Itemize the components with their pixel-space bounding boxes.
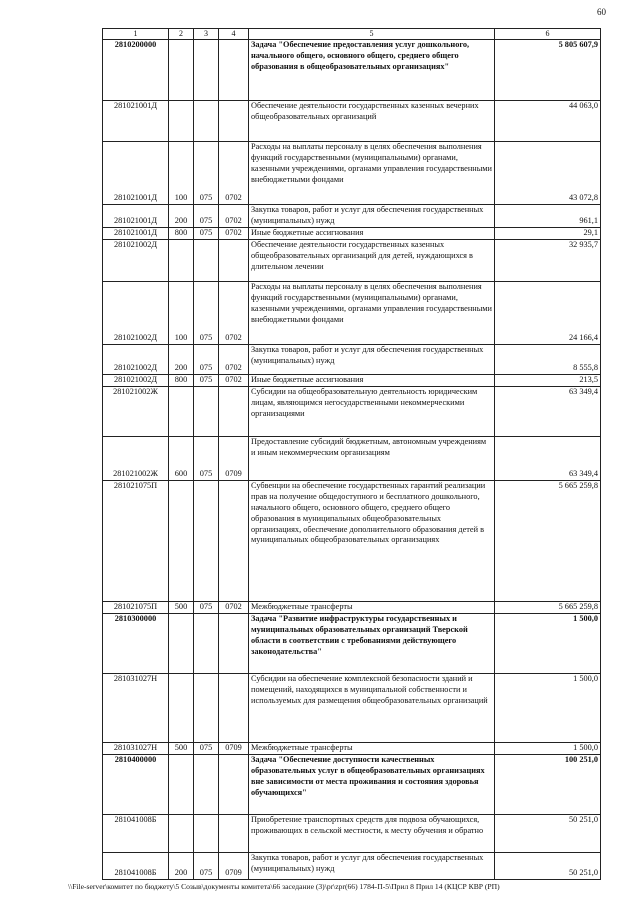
row-amount-cell: 29,1 (495, 227, 601, 239)
row-code-cell: 281021002Д (103, 344, 169, 374)
row-amount-cell: 44 063,0 (495, 101, 601, 142)
header-cell: 6 (495, 29, 601, 40)
page-number: 60 (597, 7, 606, 17)
row-col4-cell: 0702 (219, 281, 249, 344)
row-description-cell: Приобретение транспортных средств для подвоза обучающихся, проживающих в сельской местности, к месту обучения и обратно (249, 814, 495, 852)
row-col3-cell (194, 101, 219, 142)
row-col4-cell: 0709 (219, 742, 249, 754)
row-code-cell: 281031027Н (103, 673, 169, 742)
row-description-cell: Расходы на выплаты персоналу в целях обеспечения выполнения функций государственными (муниципальными) органами, казенными учреждениями, органами управления государственными внебюджетными фондами (249, 142, 495, 205)
row-code-cell: 281021001Д (103, 205, 169, 228)
table-row (103, 374, 601, 386)
row-amount-cell: 63 349,4 (495, 386, 601, 436)
row-code-cell: 281021001Д (103, 142, 169, 205)
table-row (103, 742, 601, 754)
row-col3-cell (194, 673, 219, 742)
row-code-cell: 281021002Ж (103, 386, 169, 436)
row-code-cell: 281031027Н (103, 742, 169, 754)
row-description-cell: Межбюджетные трансферты (249, 601, 495, 613)
row-col4-cell: 0702 (219, 374, 249, 386)
row-col3-cell: 075 (194, 742, 219, 754)
table-row (103, 814, 601, 852)
row-col3-cell: 075 (194, 344, 219, 374)
row-code-cell: 281021002Д (103, 239, 169, 281)
row-description-cell: Межбюджетные трансферты (249, 742, 495, 754)
row-col4-cell (219, 40, 249, 101)
header-cell: 2 (169, 29, 194, 40)
row-amount-cell: 1 500,0 (495, 613, 601, 673)
row-col2-cell (169, 239, 194, 281)
table-row (103, 673, 601, 742)
row-col4-cell (219, 386, 249, 436)
row-amount-cell: 1 500,0 (495, 673, 601, 742)
table-row (103, 754, 601, 814)
row-col4-cell: 0709 (219, 852, 249, 879)
row-col4-cell: 0702 (219, 344, 249, 374)
row-code-cell: 281041008Б (103, 852, 169, 879)
row-code-cell: 281021001Д (103, 227, 169, 239)
row-col2-cell: 500 (169, 742, 194, 754)
row-col2-cell (169, 480, 194, 601)
row-description-cell: Закупка товаров, работ и услуг для обеспечения государственных (муниципальных) нужд (249, 205, 495, 228)
row-description-cell: Субсидии на общеобразовательную деятельность юридическим лицам, являющимся негосударственными некоммерческими организациями (249, 386, 495, 436)
table-row (103, 142, 601, 205)
table-row (103, 281, 601, 344)
row-col4-cell (219, 673, 249, 742)
table-row (103, 239, 601, 281)
row-col3-cell: 075 (194, 142, 219, 205)
table-row (103, 613, 601, 673)
row-col4-cell: 0709 (219, 436, 249, 480)
row-col4-cell (219, 814, 249, 852)
row-col4-cell (219, 613, 249, 673)
row-col2-cell: 600 (169, 436, 194, 480)
row-amount-cell: 8 555,8 (495, 344, 601, 374)
table-row (103, 601, 601, 613)
row-description-cell: Субсидии на обеспечение комплексной безопасности зданий и помещений, находящихся в муниципальной собственности и используемых для размещения общеобразовательных организаций (249, 673, 495, 742)
row-col3-cell: 075 (194, 374, 219, 386)
row-col3-cell (194, 814, 219, 852)
row-col3-cell: 075 (194, 601, 219, 613)
row-col2-cell: 200 (169, 344, 194, 374)
row-col3-cell (194, 480, 219, 601)
row-col2-cell: 800 (169, 374, 194, 386)
row-col3-cell (194, 239, 219, 281)
table-row (103, 101, 601, 142)
row-col3-cell (194, 386, 219, 436)
row-description-cell: Задача "Обеспечение доступности качественных образовательных услуг в общеобразовательных организациях вне зависимости от места проживания и состояния здоровья обучающихся" (249, 754, 495, 814)
row-col2-cell (169, 673, 194, 742)
row-code-cell: 2810400000 (103, 754, 169, 814)
row-code-cell: 281021001Д (103, 101, 169, 142)
row-description-cell: Задача "Развитие инфраструктуры государственных и муниципальных образовательных организаций Тверской области в соответствии с требованиями действующего законодательства" (249, 613, 495, 673)
row-col2-cell: 800 (169, 227, 194, 239)
row-col4-cell (219, 754, 249, 814)
row-amount-cell: 24 166,4 (495, 281, 601, 344)
row-description-cell: Иные бюджетные ассигнования (249, 227, 495, 239)
table-row (103, 480, 601, 601)
table-row (103, 344, 601, 374)
row-code-cell: 281021002Ж (103, 436, 169, 480)
row-amount-cell: 961,1 (495, 205, 601, 228)
row-col4-cell (219, 101, 249, 142)
table-row (103, 227, 601, 239)
row-description-cell: Субвенции на обеспечение государственных гарантий реализации прав на получение общедоступного и бесплатного дошкольного, начального общего, основного общего, среднего общего образования в муниципальных общеобразовательных организациях, обеспечение дополнительного образования детей в муниципальных общеобразовательных организациях (249, 480, 495, 601)
header-cell: 1 (103, 29, 169, 40)
row-amount-cell: 5 665 259,8 (495, 480, 601, 601)
header-cell: 5 (249, 29, 495, 40)
table-row (103, 386, 601, 436)
row-amount-cell: 63 349,4 (495, 436, 601, 480)
row-col2-cell (169, 754, 194, 814)
table-row (103, 852, 601, 879)
row-col3-cell: 075 (194, 227, 219, 239)
row-col2-cell (169, 40, 194, 101)
row-description-cell: Закупка товаров, работ и услуг для обеспечения государственных (муниципальных) нужд (249, 344, 495, 374)
row-description-cell: Иные бюджетные ассигнования (249, 374, 495, 386)
row-description-cell: Предоставление субсидий бюджетным, автономным учреждениям и иным некоммерческим организациям (249, 436, 495, 480)
row-description-cell: Обеспечение деятельности государственных казенных общеобразовательных организаций для детей, нуждающихся в длительном лечении (249, 239, 495, 281)
row-code-cell: 281021075П (103, 601, 169, 613)
table-row (103, 436, 601, 480)
row-amount-cell: 50 251,0 (495, 814, 601, 852)
row-code-cell: 281021075П (103, 480, 169, 601)
row-amount-cell: 5 805 607,9 (495, 40, 601, 101)
row-col3-cell (194, 40, 219, 101)
row-col3-cell: 075 (194, 205, 219, 228)
row-col2-cell (169, 101, 194, 142)
row-code-cell: 281041008Б (103, 814, 169, 852)
row-amount-cell: 43 072,8 (495, 142, 601, 205)
row-col2-cell (169, 613, 194, 673)
header-cell: 4 (219, 29, 249, 40)
row-code-cell: 281021002Д (103, 374, 169, 386)
row-col2-cell: 100 (169, 281, 194, 344)
budget-table (102, 28, 601, 880)
header-row (103, 29, 601, 40)
row-col4-cell: 0702 (219, 142, 249, 205)
row-col3-cell (194, 613, 219, 673)
row-amount-cell: 32 935,7 (495, 239, 601, 281)
row-col2-cell: 200 (169, 205, 194, 228)
header-cell: 3 (194, 29, 219, 40)
row-code-cell: 2810200000 (103, 40, 169, 101)
row-code-cell: 281021002Д (103, 281, 169, 344)
row-col4-cell: 0702 (219, 601, 249, 613)
row-description-cell: Обеспечение деятельности государственных казенных вечерних общеобразовательных организаций (249, 101, 495, 142)
row-col2-cell (169, 386, 194, 436)
row-col3-cell: 075 (194, 436, 219, 480)
row-description-cell: Задача "Обеспечение предоставления услуг дошкольного, начального общего, основного общего, среднего общего образования в общеобразовательных организациях" (249, 40, 495, 101)
row-col3-cell: 075 (194, 281, 219, 344)
row-code-cell: 2810300000 (103, 613, 169, 673)
row-amount-cell: 213,5 (495, 374, 601, 386)
row-amount-cell: 100 251,0 (495, 754, 601, 814)
row-col3-cell: 075 (194, 852, 219, 879)
row-amount-cell: 1 500,0 (495, 742, 601, 754)
row-col2-cell: 500 (169, 601, 194, 613)
row-amount-cell: 50 251,0 (495, 852, 601, 879)
row-col2-cell: 100 (169, 142, 194, 205)
row-col4-cell (219, 239, 249, 281)
row-description-cell: Расходы на выплаты персоналу в целях обеспечения выполнения функций государственными (муниципальными) органами, казенными учреждениями, органами управления государственными внебюджетными фондами (249, 281, 495, 344)
table-row (103, 205, 601, 228)
row-col4-cell (219, 480, 249, 601)
row-col3-cell (194, 754, 219, 814)
row-col2-cell (169, 814, 194, 852)
footer-file-path: \\File-server\комитет по бюджету\5 Созыв\документы комитета\66 заседание (3)\pr\zpr(66) 1784-П-5\Прил 8 Прил 14 (КЦСР КВР (РП) (68, 882, 500, 891)
table-row (103, 40, 601, 101)
row-col4-cell: 0702 (219, 227, 249, 239)
row-description-cell: Закупка товаров, работ и услуг для обеспечения государственных (муниципальных) нужд (249, 852, 495, 879)
row-col4-cell: 0702 (219, 205, 249, 228)
row-amount-cell: 5 665 259,8 (495, 601, 601, 613)
row-col2-cell: 200 (169, 852, 194, 879)
